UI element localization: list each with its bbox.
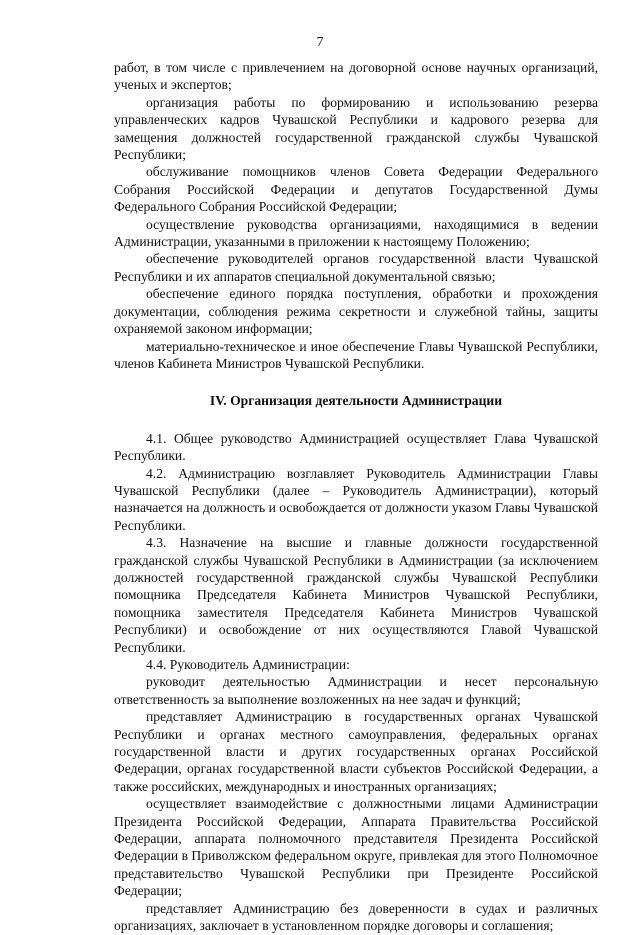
paragraph-4-3: 4.3. Назначение на высшие и главные должности государственной гражданской службы Чувашской Республики в Администрации (за исключением должностей государственной гражданской службы Чувашской Республики помощника Председателя Кабинета Министров Чувашской Республики, помощника заместителя Председателя Кабинета Министров Чувашской Республики) и освобождение от них осуществляются Главой Чувашской Республики. <box>114 535 598 655</box>
paragraph-assistants-service: обслуживание помощников членов Совета Федерации Федерального Собрания Российской Федерации и депутатов Государственной Думы Федерального Собрания Российской Федерации; <box>114 164 598 215</box>
paragraph-4-2: 4.2. Администрацию возглавляет Руководитель Администрации Главы Чувашской Республики (далее – Руководитель Администрации), который назначается на должность и освобождается от должности указом Главы Чувашской Республики. <box>114 465 598 533</box>
document-body <box>114 59 598 935</box>
paragraph-reserve-management: организация работы по формированию и использованию резерва управленческих кадров Чувашской Республики и кадрового резерва для замещения должностей государственной гражданской службы Чувашской Республики; <box>114 94 598 163</box>
paragraph-represents-administration: представляет Администрацию в государственных органах Чувашской Республики и органах местного самоуправления, федеральных органах государственной власти и других государственных органах Российской Федерации, органах государственной власти субъектов Российской Федерации, а также российских, международных и иностранных организациях; <box>114 709 598 794</box>
paragraph-material-support: материально-техническое и иное обеспечение Главы Чувашской Республики, членов Кабинета Министров Чувашской Республики. <box>114 338 598 371</box>
paragraph-4-1: 4.1. Общее руководство Администрацией осуществляет Глава Чувашской Республики. <box>114 430 598 464</box>
paragraph-represents-courts: представляет Администрацию без доверенности в судах и различных организациях, заключает в установленном порядке договоры и соглашения; <box>114 900 598 934</box>
paragraph-special-communication: обеспечение руководителей органов государственной власти Чувашской Республики и их аппаратов специальной документальной связью; <box>114 251 598 284</box>
paragraph-organizations-management: осуществление руководства организациями, находящимися в ведении Администрации, указанными в приложении к настоящему Положению; <box>114 216 598 250</box>
section-heading: IV. Организация деятельности Администрации <box>209 393 503 409</box>
paragraph-leads-activity: руководит деятельностью Администрации и несет персональную ответственность за выполнение возложенных на нее задач и функций; <box>114 674 598 707</box>
paragraph-continuation: работ, в том числе с привлечением на договорной основе научных организаций, ученых и экспертов; <box>114 60 598 93</box>
paragraph-document-procedure: обеспечение единого порядка поступления, обработки и прохождения документации, соблюдения режима секретности и служебной тайны, защиты охраняемой законом информации; <box>114 286 598 337</box>
paragraph-interaction: осуществляет взаимодействие с должностными лицами Администрации Президента Российской Федерации, Аппарата Правительства Российской Федерации, аппарата полномочного представителя Президента Российской Федерации в Приволжском федеральном округе, привлекая для этого Полномочное представительство Чувашской Республики при Президенте Российской Федерации; <box>114 796 598 899</box>
page-number: 7 <box>316 34 324 49</box>
paragraph-4-4: 4.4. Руководитель Администрации: <box>146 657 350 672</box>
